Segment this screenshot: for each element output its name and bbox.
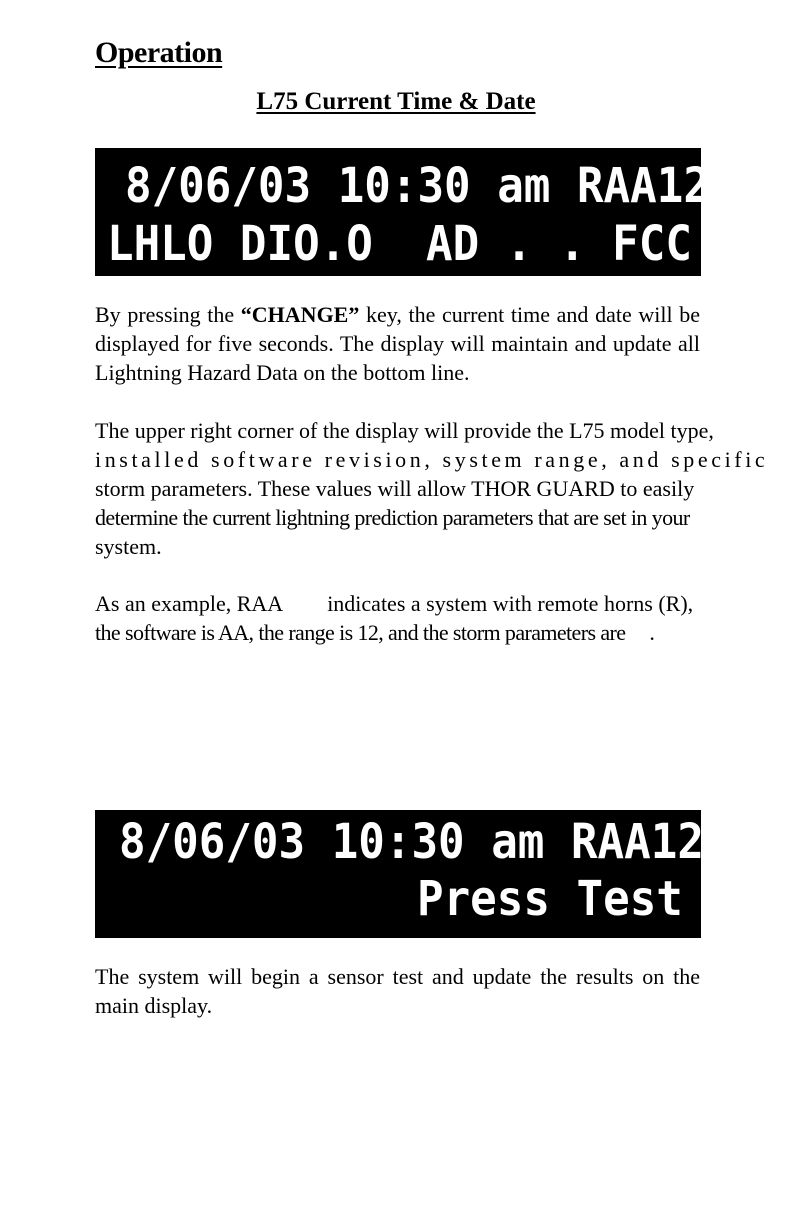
lcd-line-time-date: 8/06/03 10:30 am RAA122 — [125, 158, 737, 214]
change-key-paragraph — [95, 300, 700, 387]
example-line-2-end: . — [649, 620, 655, 645]
lcd-display-press-test — [95, 810, 731, 938]
section-title: L75 Current Time & Date — [256, 88, 536, 115]
model-type-paragraph — [95, 416, 769, 561]
lcd-line-hazard-data: LHLO DIO.O AD . . FCC OOO — [107, 216, 798, 272]
lcd-display-current-time — [95, 148, 798, 276]
page-heading: Operation — [95, 36, 223, 69]
example-line-2 — [95, 618, 700, 647]
change-key-text-post: key, the current time and date will be displayed for five seconds. The display will maintain and update all Lightning Hazard Data on the bottom line. — [95, 302, 700, 385]
example-paragraph — [95, 589, 700, 647]
model-type-line-4: determine the current lightning prediction parameters that are set in your — [95, 505, 690, 530]
model-type-line-5: system. — [95, 534, 162, 559]
model-type-line-3: storm parameters. These values will allow THOR GUARD to easily — [95, 476, 695, 501]
model-type-line-2: installed software revision, system range, and specific — [95, 447, 769, 472]
change-key-text-pre: By pressing the — [95, 302, 241, 327]
sensor-test-paragraph: The system will begin a sensor test and update the results on the main display. — [95, 964, 700, 1018]
change-key-label: “CHANGE” — [240, 302, 360, 327]
example-line-1-start: As an example, RAA — [95, 591, 284, 616]
lcd-line-press-test: Press Test — [417, 871, 683, 927]
example-line-1-end: indicates a system with remote horns (R), — [327, 591, 694, 616]
model-type-line-1: The upper right corner of the display will provide the L75 model type, — [95, 418, 714, 443]
example-line-1 — [95, 589, 700, 618]
lcd-line-time-date: 8/06/03 10:30 am RAA122 — [119, 814, 731, 870]
example-line-2-start: the software is AA, the range is 12, and the storm parameters are — [95, 620, 626, 645]
